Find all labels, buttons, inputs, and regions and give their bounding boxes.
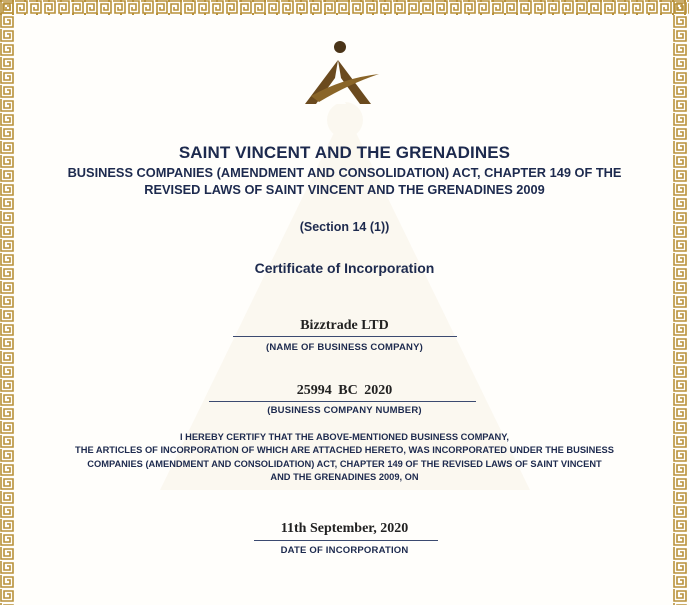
- company-name-caption: (NAME OF BUSINESS COMPANY): [265, 342, 424, 353]
- incorporation-date: 11th September, 2020: [280, 521, 409, 536]
- certification-statement: [50, 431, 639, 485]
- certification-line-2: THE ARTICLES OF INCORPORATION OF WHICH ARE ATTACHED HERETO, WAS INCORPORATED UNDER THE BUSINESS: [75, 445, 614, 456]
- country-title: SAINT VINCENT AND THE GRENADINES: [178, 143, 511, 162]
- company-number-underline: [209, 401, 476, 402]
- greek-key-border-left: [0, 0, 16, 605]
- act-title-line-2: REVISED LAWS OF SAINT VINCENT AND THE GRENADINES 2009: [144, 182, 545, 197]
- incorporation-date-caption: DATE OF INCORPORATION: [280, 545, 409, 556]
- emblem-icon: [297, 38, 379, 108]
- greek-key-border-right: [673, 0, 689, 605]
- certification-line-4: AND THE GRENADINES 2009, ON: [270, 472, 419, 483]
- company-name-underline: [233, 336, 457, 337]
- company-number: 25994 BC 2020: [296, 383, 393, 398]
- company-number-caption: (BUSINESS COMPANY NUMBER): [267, 405, 422, 416]
- act-title-line-1: BUSINESS COMPANIES (AMENDMENT AND CONSOLIDATION) ACT, CHAPTER 149 OF THE: [67, 165, 622, 180]
- certification-line-3: COMPANIES (AMENDMENT AND CONSOLIDATION) ACT, CHAPTER 149 OF THE REVISED LAWS OF SAINT VINCENT: [87, 458, 602, 469]
- company-name: Bizztrade LTD: [300, 318, 389, 333]
- certification-line-1: I HEREBY CERTIFY THAT THE ABOVE-MENTIONED BUSINESS COMPANY,: [179, 432, 510, 442]
- greek-key-border-top: [0, 0, 689, 15]
- certificate-title: Certificate of Incorporation: [254, 260, 435, 276]
- section-reference: (Section 14 (1)): [299, 220, 390, 234]
- incorporation-date-underline: [254, 540, 438, 541]
